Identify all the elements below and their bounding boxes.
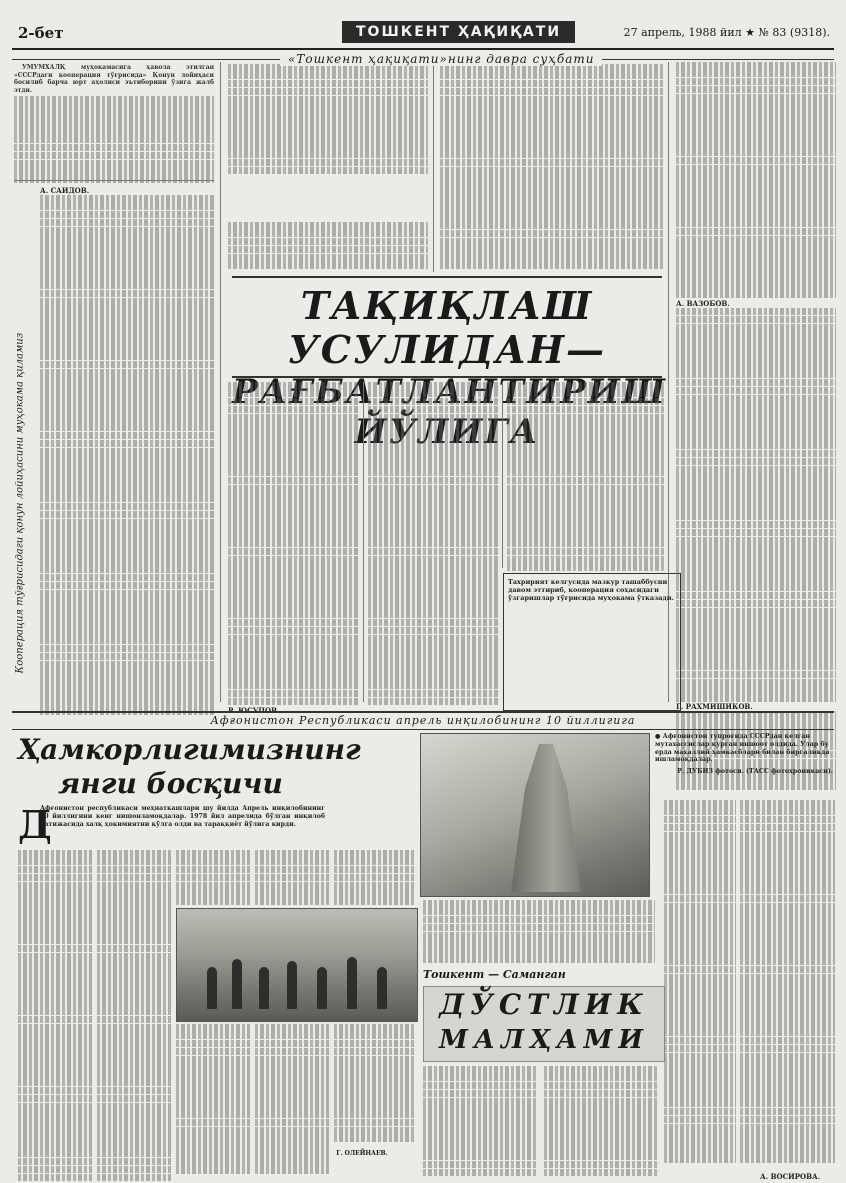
subrubric: Тошкент — Саманган xyxy=(423,968,566,981)
column-4-lower-text xyxy=(507,382,665,568)
editorial-note-box xyxy=(503,573,681,711)
article2-column-5 xyxy=(334,850,414,906)
second-lead: Афғонистон республикаси меҳнаткашлари шу йилда Апрель инқилобининг 10 йиллигини кенг нишонламоқдалар. 1978 йил апрелида бўлган инқилоб натижасида халқ ҳокимиятни қўлга олди ва тараққиёт йўлига кирди. xyxy=(40,805,325,828)
speaker-name: А. ВАЗОБОВ. xyxy=(676,298,730,308)
photo-workers xyxy=(176,908,418,1022)
second-headline xyxy=(18,733,361,801)
article2-column-8 xyxy=(334,1024,414,1144)
second-headline-line-2: янги босқичи xyxy=(58,767,283,800)
rubric-afghanistan: Афғонистон Республикаси апрель инқилобининг 10 йиллигига xyxy=(12,711,834,730)
column-divider xyxy=(502,382,503,568)
third-headline-line-1: ДЎСТЛИК xyxy=(439,988,649,1021)
article2-column-2 xyxy=(97,850,171,1175)
article2-right-text-a xyxy=(423,900,655,962)
third-headline xyxy=(423,986,665,1062)
article2-column-3 xyxy=(176,850,250,906)
column-3-text xyxy=(440,64,664,269)
third-headline-line-2: МАЛҲАМИ xyxy=(439,1025,649,1055)
newspaper-name: ТОШКЕНТ ҲАҚИҚАТИ xyxy=(342,21,575,43)
issue-date: 27 апрель, 1988 йил ★ № 83 (9318). xyxy=(623,26,830,39)
photo-caption-text: ● Афғонистон тупроғида СССРдан келган мутахассислар қурган иншоот олдида. Улар бу ерда маҳаллий ҳамкасблари билан биргаликда ишламоқдалар. xyxy=(655,733,830,764)
article-lead xyxy=(14,64,214,176)
article2-right-text-c xyxy=(664,800,736,1170)
article3-column-2 xyxy=(544,1066,659,1176)
column-divider xyxy=(363,382,364,702)
article2-right-text-b xyxy=(740,800,835,1170)
column-5-text xyxy=(676,62,836,712)
speaker-name: Р. ЮСУПОВ. xyxy=(228,705,280,715)
column-1-mid-text xyxy=(40,186,214,704)
page-number: 2-бет xyxy=(18,24,64,42)
article2-column-1 xyxy=(18,850,92,1175)
column-2-upper-text xyxy=(228,222,428,272)
vertical-rubric-text: Кооперация тўғрисидаги қонун лойиҳасини муҳокама қиламиз xyxy=(14,332,26,674)
headline-line-1: ТАҚИҚЛАШ УСУЛИДАН— xyxy=(287,283,607,372)
speaker-name: Г. РАХМИШИКОВ. xyxy=(676,702,753,712)
column-divider xyxy=(220,62,221,702)
speaker-name: А. САИДОВ. xyxy=(40,186,90,195)
rubric-round-table: «Тошкент ҳақиқати»нинг давра суҳбати xyxy=(280,52,602,66)
row-divider xyxy=(14,180,214,181)
main-headline xyxy=(232,276,667,452)
third-signature: А. ВОСИРОВА. xyxy=(760,1172,821,1181)
drop-cap: Д xyxy=(18,802,52,847)
lead-paragraph: УМУМХАЛҚ муҳокамасига ҳавола этилган «СССРдаги кооперация тўғрисида» Қонун лойиҳаси босилиб барча юрт аҳолиси эътиборини ўзига жалб этди. xyxy=(14,64,214,94)
second-headline-line-1: Ҳамкорлигимизнинг xyxy=(18,733,361,766)
article2-column-4 xyxy=(255,850,329,906)
photo-caption xyxy=(655,733,833,776)
photo-credit: Р. ДУБИЗ фотоси. (ТАСС фотохроникаси). xyxy=(677,768,833,776)
masthead xyxy=(12,18,834,50)
editorial-note-text: Тахририят келгусида мазкур ташаббусни давом эттириб, кооперация соҳасидаги ўзгаришлар тўғрисида муҳокама ўтказади. xyxy=(508,578,674,602)
photo-monument xyxy=(420,733,650,897)
article2-column-6 xyxy=(176,1024,250,1174)
column-2-lower-text xyxy=(228,382,358,715)
column-divider xyxy=(433,62,434,272)
column-2-text xyxy=(228,64,428,176)
vertical-rubric xyxy=(8,300,32,680)
column-3-lower-text xyxy=(368,382,498,702)
article3-column-1 xyxy=(423,1066,538,1176)
headline-line-2: РАҒБАТЛАНТИРИШ ЙЎЛИГА xyxy=(232,372,667,452)
second-signature: Г. ОЛЕЙНАЕВ. xyxy=(336,1150,388,1157)
